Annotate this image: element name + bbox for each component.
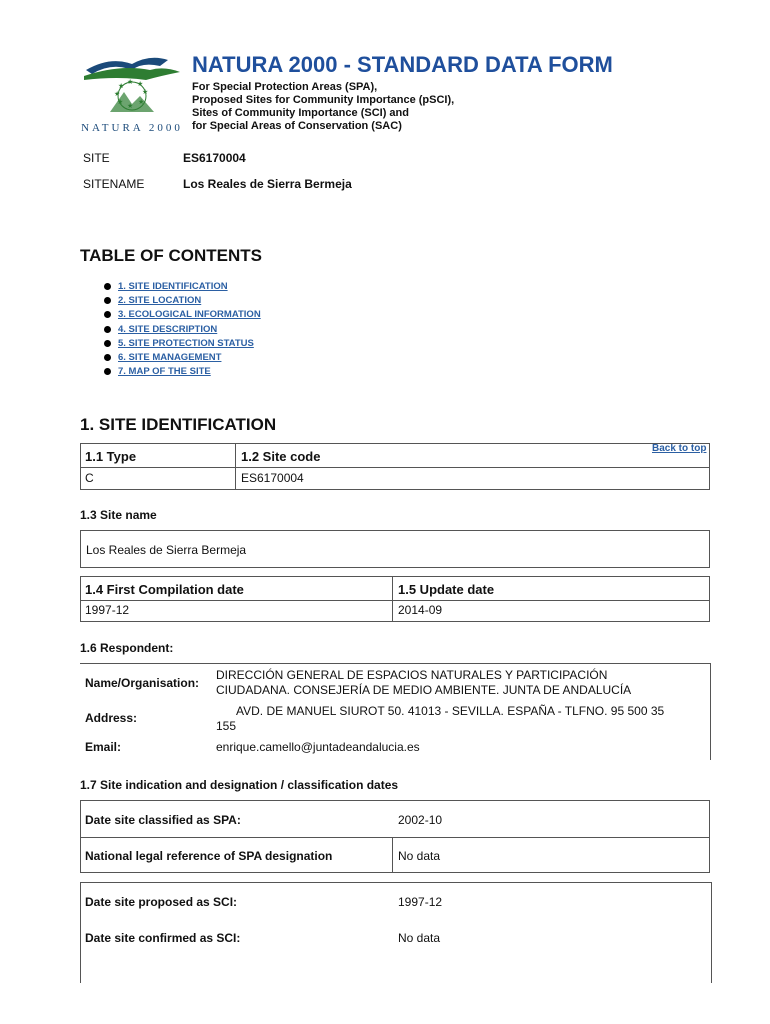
site-name-heading: 1.3 Site name xyxy=(80,508,157,522)
address-label: Address: xyxy=(85,711,138,725)
spa-legal-reference-value: No data xyxy=(398,849,441,863)
toc-item xyxy=(92,323,261,337)
svg-text:★: ★ xyxy=(137,81,144,88)
table-divider xyxy=(80,837,710,838)
update-date-label: 1.5 Update date xyxy=(398,582,495,597)
sci-proposed-label: Date site proposed as SCI: xyxy=(85,895,238,909)
section-1-heading: 1. SITE IDENTIFICATION xyxy=(80,415,277,434)
subtitle-line-4: for Special Areas of Conservation (SAC) xyxy=(192,120,402,132)
bullet-icon xyxy=(104,326,111,333)
subtitle-line-2: Proposed Sites for Community Importance (pSCI), xyxy=(192,94,455,106)
type-value: C xyxy=(85,471,94,485)
toc-item xyxy=(92,308,261,322)
sci-confirmed-label: Date site confirmed as SCI: xyxy=(85,931,241,945)
designation-dates-heading: 1.7 Site indication and designation / classification dates xyxy=(80,778,399,792)
svg-text:★: ★ xyxy=(114,91,121,98)
svg-text:★: ★ xyxy=(142,89,149,96)
bullet-icon xyxy=(104,340,111,347)
sitename-value: Los Reales de Sierra Bermeja xyxy=(183,177,352,191)
bullet-icon xyxy=(104,283,111,290)
toc-link-site-identification[interactable]: 1. SITE IDENTIFICATION xyxy=(118,281,228,292)
spa-legal-reference-label: National legal reference of SPA designation xyxy=(85,849,333,863)
bullet-icon xyxy=(104,297,111,304)
organisation-value-line-2: CIUDADANA. CONSEJERÍA DE MEDIO AMBIENTE. JUNTA DE ANDALUCÍA xyxy=(216,683,632,697)
subtitle-line-1: For Special Protection Areas (SPA), xyxy=(192,81,378,93)
toc-item xyxy=(92,280,261,294)
site-label: SITE xyxy=(83,151,110,165)
sitename-label: SITENAME xyxy=(83,177,145,191)
table-divider xyxy=(80,600,710,601)
natura-logo-emblem-icon xyxy=(80,50,184,122)
toc-link-site-management[interactable]: 6. SITE MANAGEMENT xyxy=(118,351,222,363)
svg-text:★: ★ xyxy=(118,83,125,90)
toc-item xyxy=(92,365,261,379)
address-value-line-2: 155 xyxy=(216,719,237,733)
sci-confirmed-value: No data xyxy=(398,931,441,945)
bullet-icon xyxy=(104,311,111,318)
organisation-value-line-1: DIRECCIÓN GENERAL DE ESPACIOS NATURALES Y PARTICIPACIÓN xyxy=(216,668,608,682)
bullet-icon xyxy=(104,354,111,361)
site-code-label: 1.2 Site code xyxy=(241,449,321,464)
address-value-line-1: AVD. DE MANUEL SIUROT 50. 41013 - SEVILLA. ESPAÑA - TLFNO. 95 500 35 xyxy=(236,704,665,718)
sci-proposed-value: 1997-12 xyxy=(398,895,443,909)
site-code-value: ES6170004 xyxy=(241,471,304,485)
toc-item xyxy=(92,351,261,365)
page-title: NATURA 2000 - STANDARD DATA FORM xyxy=(192,52,613,77)
site-name-value: Los Reales de Sierra Bermeja xyxy=(86,543,247,557)
email-label: Email: xyxy=(85,740,122,754)
toc-link-map-of-the-site[interactable]: 7. MAP OF THE SITE xyxy=(118,366,211,378)
toc-link-ecological-information[interactable]: 3. ECOLOGICAL INFORMATION xyxy=(118,309,261,321)
first-compilation-value: 1997-12 xyxy=(85,603,130,617)
toc-link-site-protection-status[interactable]: 5. SITE PROTECTION STATUS xyxy=(118,337,254,349)
subtitle-line-3: Sites of Community Importance (SCI) and xyxy=(192,107,409,119)
organisation-label: Name/Organisation: xyxy=(85,676,200,690)
update-date-value: 2014-09 xyxy=(398,603,443,617)
spa-date-label: Date site classified as SPA: xyxy=(85,813,241,827)
table-of-contents xyxy=(92,280,261,379)
svg-text:★: ★ xyxy=(127,79,134,86)
first-compilation-label: 1.4 First Compilation date xyxy=(85,582,244,597)
table-divider xyxy=(392,837,393,873)
toc-link-site-location[interactable]: 2. SITE LOCATION xyxy=(118,295,202,307)
back-to-top-link[interactable]: Back to top xyxy=(652,443,707,454)
toc-link-site-description[interactable]: 4. SITE DESCRIPTION xyxy=(118,323,218,335)
toc-item xyxy=(92,294,261,308)
bullet-icon xyxy=(104,368,111,375)
type-label: 1.1 Type xyxy=(85,449,137,464)
natura-2000-logo xyxy=(80,50,184,134)
table-divider xyxy=(392,576,393,622)
email-value: enrique.camello@juntadeandalucia.es xyxy=(216,740,420,754)
toc-item xyxy=(92,337,261,351)
site-value: ES6170004 xyxy=(183,151,246,165)
table-divider xyxy=(235,443,236,490)
respondent-heading: 1.6 Respondent: xyxy=(80,641,174,655)
logo-text: NATURA 2000 xyxy=(81,122,183,134)
spa-date-value: 2002-10 xyxy=(398,813,443,827)
table-divider xyxy=(80,467,710,468)
toc-heading: TABLE OF CONTENTS xyxy=(80,246,262,265)
